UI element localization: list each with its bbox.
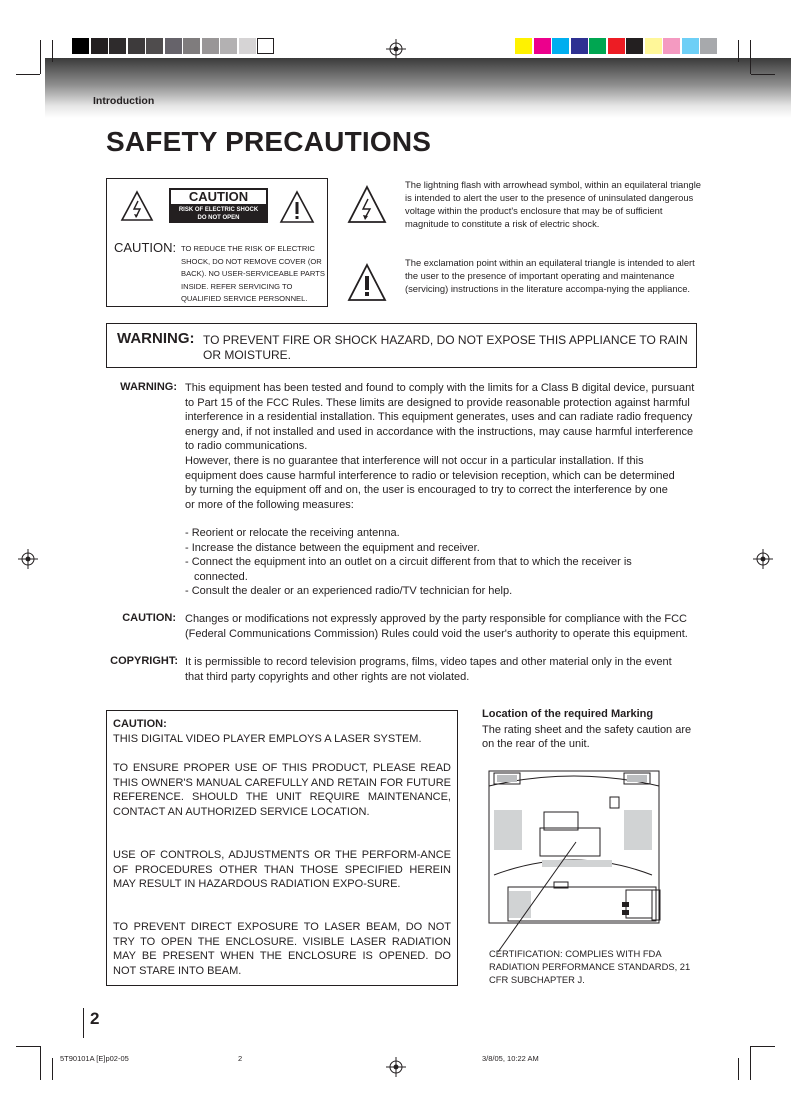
warning-box-label: WARNING: bbox=[117, 330, 195, 347]
gray-swatch bbox=[128, 38, 145, 54]
lightning-symbol-icon bbox=[347, 185, 387, 225]
lightning-description: The lightning flash with arrowhead symbol, within an equilateral triangle is intended to alert the user to the presence of uninsulated dangerous voltage within the product's enclosure that may be of sufficient magnitude to constitute a risk of electric shock. bbox=[405, 179, 701, 229]
list-item: - Reorient or relocate the receiving antenna. bbox=[185, 527, 400, 539]
crop-mark bbox=[750, 40, 751, 74]
section-label: Introduction bbox=[93, 95, 155, 107]
laser-heading: CAUTION: bbox=[113, 718, 167, 730]
crop-mark bbox=[16, 1046, 40, 1047]
color-swatch bbox=[571, 38, 588, 54]
page-number-rule bbox=[83, 1008, 84, 1038]
crop-mark bbox=[40, 1046, 41, 1080]
registration-mark-icon bbox=[18, 549, 38, 569]
color-swatch bbox=[645, 38, 662, 54]
color-swatch bbox=[534, 38, 551, 54]
copyright-text: It is permissible to record television programs, films, video tapes and other material only in the event that third party copyrights and other rights are not violated. bbox=[185, 656, 672, 683]
laser-paragraph-4: TO PREVENT DIRECT EXPOSURE TO LASER BEAM, DO NOT TRY TO OPEN THE ENCLOSURE. VISIBLE LASER RADIATION MAY BE PRESENT WHEN THE ENCLOSURE IS OPENED. DO NOT STARE INTO BEAM. bbox=[113, 921, 451, 977]
caution-note-label: CAUTION: bbox=[122, 612, 176, 624]
crop-mark bbox=[750, 1046, 751, 1080]
lightning-warning-icon bbox=[120, 190, 154, 222]
laser-caution-box bbox=[106, 710, 458, 986]
gray-swatch bbox=[202, 38, 219, 54]
footer-date: 3/8/05, 10:22 AM bbox=[482, 1054, 539, 1063]
gray-swatch bbox=[257, 38, 274, 54]
caution-subtitle-1: RISK OF ELECTRIC SHOCK bbox=[178, 207, 259, 213]
laser-paragraph-1: THIS DIGITAL VIDEO PLAYER EMPLOYS A LASER SYSTEM. bbox=[113, 733, 422, 745]
header-band bbox=[45, 58, 791, 118]
crop-mark bbox=[738, 1058, 739, 1080]
color-swatch bbox=[552, 38, 569, 54]
color-swatch bbox=[700, 38, 717, 54]
caution-title bbox=[169, 188, 268, 228]
crop-mark bbox=[52, 1058, 53, 1080]
fcc-paragraph-2: However, there is no guarantee that interference will not occur in a particular installation. If this equipment does cause harmful interference to radio or television reception, which can be determined by turning the equipment off and on, the user is encouraged to try to correct the interference by one or more of the following measures: bbox=[185, 455, 675, 511]
footer-page: 2 bbox=[238, 1054, 243, 1063]
color-swatch bbox=[682, 38, 699, 54]
laser-paragraph-2: TO ENSURE PROPER USE OF THIS PRODUCT, PLEASE READ THIS OWNER'S MANUAL CAREFULLY AND RETAIN FOR FUTURE REFERENCE. SHOULD THE UNIT REQUIRE MAINTENANCE, CONTACT AN AUTHORIZED SERVICE LOCATION. bbox=[113, 762, 451, 818]
crop-mark bbox=[52, 40, 53, 62]
gray-swatch bbox=[72, 38, 89, 54]
gray-swatch bbox=[239, 38, 256, 54]
crop-mark bbox=[738, 40, 739, 62]
marking-heading: Location of the required Marking bbox=[482, 708, 654, 720]
gray-swatch bbox=[109, 38, 126, 54]
gray-swatch bbox=[165, 38, 182, 54]
gray-swatch bbox=[183, 38, 200, 54]
list-item: - Increase the distance between the equipment and receiver. bbox=[185, 541, 480, 554]
fcc-paragraph-1: This equipment has been tested and found to comply with the limits for a Class B digital device, pursuant to Part 15 of the FCC Rules. These limits are designed to provide reasonable protection against harmful interference in a residential installation. This equipment generates, uses and can radiate radio frequency energy and, if not installed and used in accordance with the instructions, may cause harmful interference to radio communications. bbox=[185, 382, 695, 452]
caution-label-box bbox=[106, 178, 328, 307]
unit-rear-illustration bbox=[486, 760, 666, 965]
gray-swatch bbox=[146, 38, 163, 54]
crop-mark bbox=[16, 74, 40, 75]
caution-caption: CAUTION: bbox=[114, 240, 177, 255]
warning-box bbox=[106, 323, 697, 368]
exclamation-description: The exclamation point within an equilateral triangle is intended to alert the user to the presence of important operating and maintenance (servicing) instructions in the literature accompa-nying the appliance. bbox=[405, 257, 695, 294]
caution-note-text: Changes or modifications not expressly approved by the party responsible for compliance with the FCC (Federal Communications Commission) Rules could void the user's authority to operate this equipment. bbox=[185, 613, 688, 640]
color-swatch bbox=[663, 38, 680, 54]
certification-text: CERTIFICATION: COMPLIES WITH FDA RADIATION PERFORMANCE STANDARDS, 21 CFR SUBCHAPTER J. bbox=[489, 948, 691, 985]
footer-file: 5T90101A [E]p02-05 bbox=[60, 1054, 129, 1063]
copyright-label: COPYRIGHT: bbox=[110, 655, 178, 667]
fcc-warning-label: WARNING: bbox=[120, 381, 177, 393]
page-title: SAFETY PRECAUTIONS bbox=[106, 126, 432, 157]
exclamation-symbol-icon bbox=[347, 263, 387, 303]
color-swatch bbox=[589, 38, 606, 54]
caution-text: TO REDUCE THE RISK OF ELECTRIC SHOCK, DO NOT REMOVE COVER (OR BACK). NO USER-SERVICEABLE PARTS INSIDE. REFER SERVICING TO QUALIFIED SERVICE PERSONNEL. bbox=[181, 244, 325, 303]
caution-subtitle-2: DO NOT OPEN bbox=[197, 214, 240, 221]
color-swatch bbox=[626, 38, 643, 54]
crop-mark bbox=[751, 74, 775, 75]
color-swatch bbox=[515, 38, 532, 54]
exclamation-warning-icon bbox=[279, 190, 315, 224]
measures-list bbox=[185, 526, 685, 599]
marking-text: The rating sheet and the safety caution are on the rear of the unit. bbox=[482, 724, 692, 750]
color-swatch bbox=[608, 38, 625, 54]
list-item: - Consult the dealer or an experienced radio/TV technician for help. bbox=[185, 585, 513, 597]
registration-mark-icon bbox=[753, 549, 773, 569]
registration-mark-icon bbox=[386, 39, 406, 59]
registration-mark-icon bbox=[386, 1057, 406, 1077]
page-number: 2 bbox=[90, 1009, 100, 1028]
caution-headline: CAUTION bbox=[169, 188, 268, 206]
laser-paragraph-3: USE OF CONTROLS, ADJUSTMENTS OR THE PERFORM-ANCE OF PROCEDURES OTHER THAN THOSE SPECIFIED HEREIN MAY RESULT IN HAZARDOUS RADIATION EXPO-SURE. bbox=[113, 849, 451, 890]
gray-swatch bbox=[220, 38, 237, 54]
crop-mark bbox=[751, 1046, 775, 1047]
gray-swatch bbox=[91, 38, 108, 54]
list-item: - Connect the equipment into an outlet on a circuit different from that to which the receiver is connected. bbox=[185, 556, 632, 583]
crop-mark bbox=[40, 40, 41, 74]
warning-box-text: TO PREVENT FIRE OR SHOCK HAZARD, DO NOT EXPOSE THIS APPLIANCE TO RAIN OR MOISTURE. bbox=[203, 333, 688, 362]
